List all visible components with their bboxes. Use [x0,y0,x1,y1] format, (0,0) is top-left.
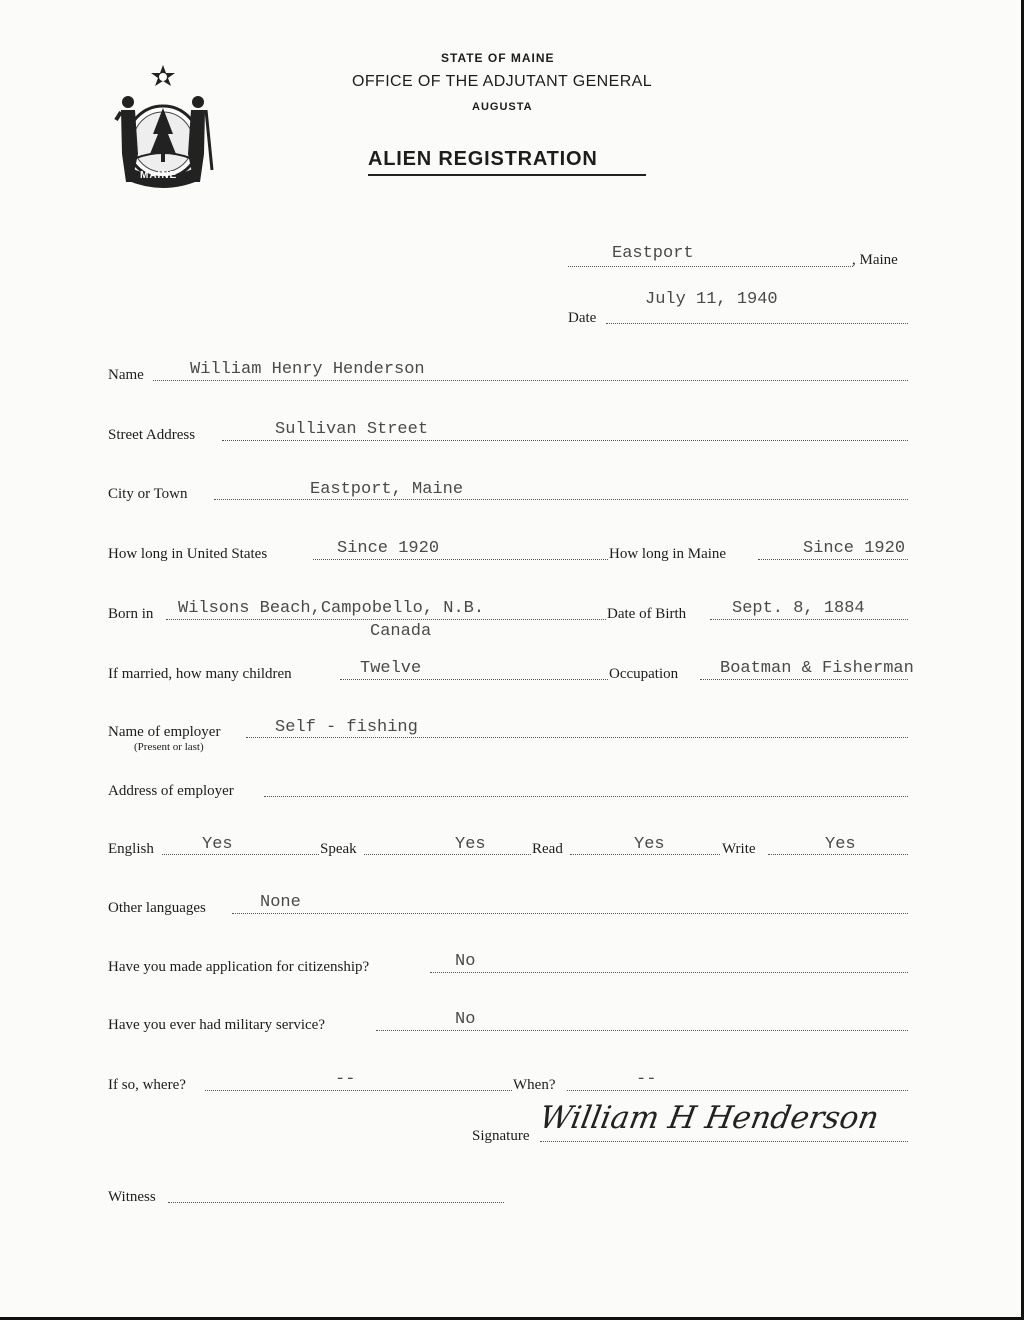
born-label: Born in [108,606,154,622]
date-label: Date [568,310,597,326]
occupation-value: Boatman & Fisherman [720,659,914,678]
children-value: Twelve [360,659,422,678]
english-value: Yes [202,835,233,854]
employer-address-label: Address of employer [108,783,234,799]
employer-line [246,737,908,738]
children-label: If married, how many children [108,666,292,682]
date-line [606,323,908,324]
speak-label: Speak [320,841,357,857]
witness-label: Witness [108,1189,156,1205]
born-value: Wilsons Beach,Campobello, N.B. [178,599,485,618]
name-value: William Henry Henderson [190,360,425,379]
when-label: When? [513,1077,556,1093]
write-label: Write [722,841,756,857]
place-line [568,266,853,267]
signature-line [540,1141,908,1142]
speak-line [364,854,531,855]
read-label: Read [532,841,563,857]
city-line [214,499,908,500]
street-label: Street Address [108,427,196,443]
city-label: City or Town [108,486,188,502]
witness-line [168,1202,504,1203]
maine-time-line [758,559,908,560]
when-value: -- [636,1070,657,1089]
state-seal [108,62,218,190]
other-languages-label: Other languages [108,900,206,916]
signature-label: Signature [472,1128,530,1144]
when-line [567,1090,908,1091]
employer-label: Name of employer [108,724,221,740]
seal-ribbon-text: MAINE [140,170,178,181]
place-value: Eastport [612,244,694,263]
citizenship-label: Have you made application for citizenship? [108,959,370,975]
maine-time-label: How long in Maine [609,546,727,562]
form-title: ALIEN REGISTRATION [368,148,598,170]
us-time-value: Since 1920 [337,539,440,558]
dob-value: Sept. 8, 1884 [732,599,865,618]
employer-value: Self - fishing [275,718,418,737]
title-underline [368,174,646,176]
name-label: Name [108,367,144,383]
speak-value: Yes [455,835,486,854]
us-time-line [313,559,608,560]
occupation-line [700,679,908,680]
write-value: Yes [825,835,856,854]
write-line [768,854,908,855]
street-line [222,440,908,441]
born-value-country: Canada [370,622,432,641]
military-value: No [455,1010,476,1029]
born-line [166,619,606,620]
place-suffix: , Maine [852,252,898,268]
employer-sublabel: (Present or last) [134,741,204,753]
state-heading: STATE OF MAINE [441,51,555,65]
name-line [153,380,908,381]
employer-address-line [264,796,908,797]
english-line [162,854,319,855]
english-label: English [108,841,154,857]
date-value: July 11, 1940 [645,290,778,309]
street-value: Sullivan Street [275,420,429,439]
signature-handwriting: William H Henderson [536,1100,882,1136]
citizenship-value: No [455,952,476,971]
citizenship-line [430,972,908,973]
maine-time-value: Since 1920 [803,539,906,558]
where-line [205,1090,512,1091]
other-languages-value: None [260,893,301,912]
dob-label: Date of Birth [607,606,687,622]
read-value: Yes [634,835,665,854]
military-line [376,1030,908,1031]
where-label: If so, where? [108,1077,186,1093]
office-heading: OFFICE OF THE ADJUTANT GENERAL [352,73,653,90]
city-heading: AUGUSTA [472,101,533,113]
where-value: -- [335,1070,356,1089]
city-value: Eastport, Maine [310,480,464,499]
other-languages-line [232,913,908,914]
military-label: Have you ever had military service? [108,1017,325,1033]
dob-line [710,619,908,620]
read-line [570,854,720,855]
us-time-label: How long in United States [108,546,268,562]
children-line [340,679,608,680]
occupation-label: Occupation [609,666,679,682]
